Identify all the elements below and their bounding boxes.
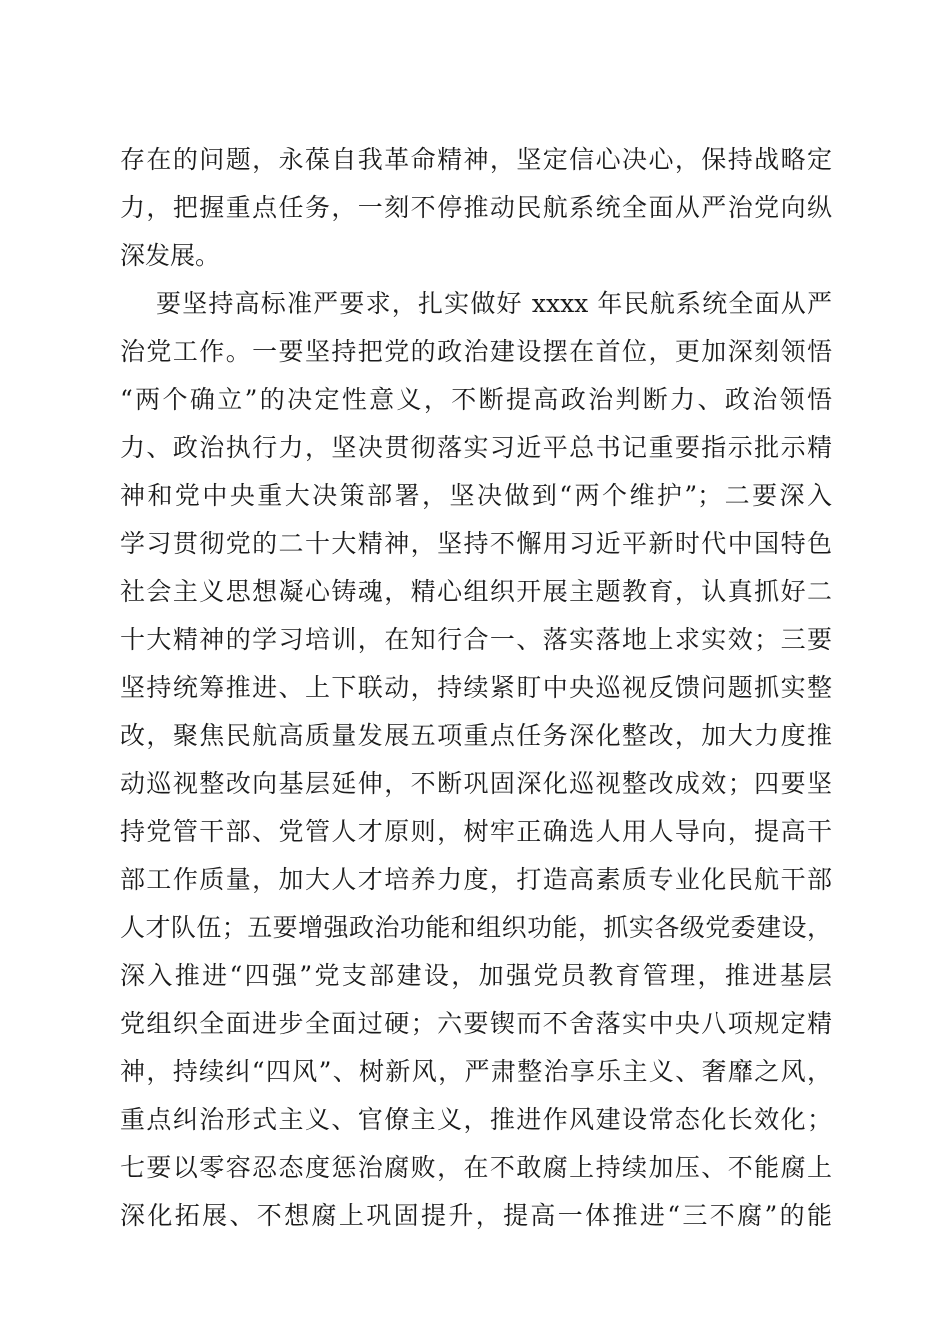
text-line: 深发展。 xyxy=(120,241,221,270)
text-line: 力、政治执行力，坚决贯彻落实习近平总书记重要指示批示精 xyxy=(120,433,832,462)
text-line: 神，持续纠“四风”、树新风，严肃整治享乐主义、奢靡之风， xyxy=(120,1057,832,1086)
paragraph-first-line: 要坚持高标准严要求，扎实做好 xxxx 年民航系统全面从严 xyxy=(156,289,832,318)
text-line: 深入推进“四强”党支部建设，加强党员教育管理，推进基层 xyxy=(120,961,832,990)
text-line: 学习贯彻党的二十大精神，坚持不懈用习近平新时代中国特色 xyxy=(120,529,832,558)
text-line: 十大精神的学习培训，在知行合一、落实落地上求实效；三要 xyxy=(120,625,832,654)
text-line: 神和党中央重大决策部署，坚决做到“两个维护”；二要深入 xyxy=(120,481,832,510)
text-line: 力，把握重点任务，一刻不停推动民航系统全面从严治党向纵 xyxy=(120,193,832,222)
text-line: 治党工作。一要坚持把党的政治建设摆在首位，更加深刻领悟 xyxy=(120,337,832,366)
text-line: 部工作质量，加大人才培养力度，打造高素质专业化民航干部 xyxy=(120,865,832,894)
text-line: 人才队伍；五要增强政治功能和组织功能，抓实各级党委建设， xyxy=(120,913,832,942)
text-line: 重点纠治形式主义、官僚主义，推进作风建设常态化长效化； xyxy=(120,1105,832,1134)
text-line: 存在的问题，永葆自我革命精神，坚定信心决心，保持战略定 xyxy=(120,145,832,174)
text-line: 党组织全面进步全面过硬；六要锲而不舍落实中央八项规定精 xyxy=(120,1009,832,1038)
text-line: “两个确立”的决定性意义，不断提高政治判断力、政治领悟 xyxy=(120,385,832,414)
text-line: 社会主义思想凝心铸魂，精心组织开展主题教育，认真抓好二 xyxy=(120,577,832,606)
text-line: 深化拓展、不想腐上巩固提升，提高一体推进“三不腐”的能 xyxy=(120,1201,832,1230)
text-line: 动巡视整改向基层延伸，不断巩固深化巡视整改成效；四要坚 xyxy=(120,769,832,798)
text-line: 改，聚焦民航高质量发展五项重点任务深化整改，加大力度推 xyxy=(120,721,832,750)
text-line: 坚持统筹推进、上下联动，持续紧盯中央巡视反馈问题抓实整 xyxy=(120,673,832,702)
text-line: 七要以零容忍态度惩治腐败，在不敢腐上持续加压、不能腐上 xyxy=(120,1153,832,1182)
text-line: 持党管干部、党管人才原则，树牢正确选人用人导向，提高干 xyxy=(120,817,832,846)
